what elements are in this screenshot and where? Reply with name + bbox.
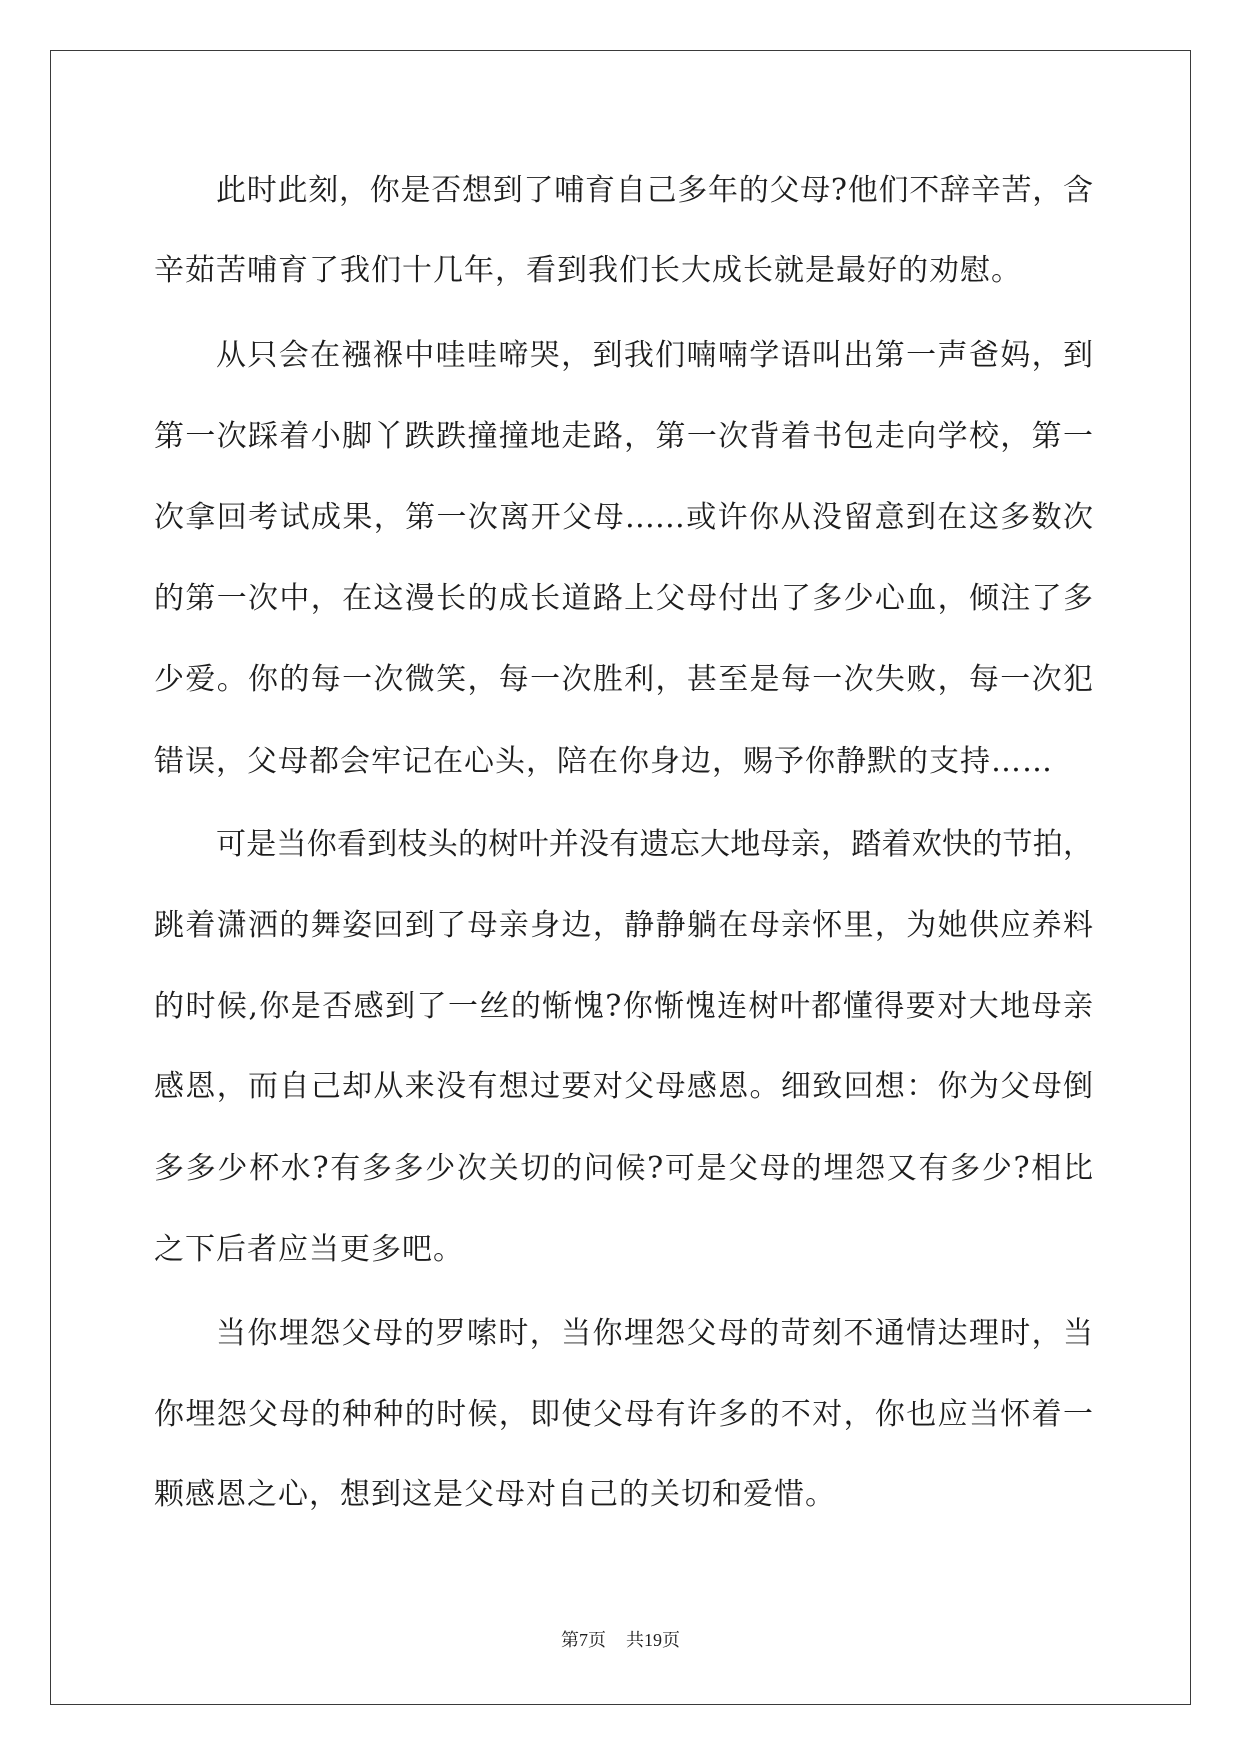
text-line: 少爱。你的每一次微笑，每一次胜利，甚至是每一次失败，每一次犯 (154, 662, 1093, 697)
text-line: 的第一次中，在这漫长的成长道路上父母付出了多少心血，倾注了多 (154, 581, 1093, 616)
text-line: 此时此刻，你是否想到了哺育自己多年的父母?他们不辞辛苦，含 (216, 173, 1093, 208)
page-border (50, 50, 1191, 1705)
text-line: 你埋怨父母的种种的时候，即使父母有许多的不对，你也应当怀着一 (154, 1397, 1093, 1432)
text-line: 的时候,你是否感到了一丝的惭愧?你惭愧连树叶都懂得要对大地母亲 (154, 989, 1093, 1024)
text-line: 错误，父母都会牢记在心头，陪在你身边，赐予你静默的支持…… (154, 744, 1053, 779)
page-footer (0, 1628, 1241, 1652)
text-line: 之下后者应当更多吧。 (154, 1232, 464, 1267)
text-line: 第一次踩着小脚丫跌跌撞撞地走路，第一次背着书包走向学校，第一 (154, 419, 1093, 454)
text-line: 颗感恩之心，想到这是父母对自己的关切和爱惜。 (154, 1477, 836, 1512)
text-line: 多多少杯水?有多多少次关切的问候?可是父母的埋怨又有多少?相比 (154, 1151, 1093, 1186)
text-line: 次拿回考试成果，第一次离开父母……或许你从没留意到在这多数次 (154, 500, 1093, 535)
text-line: 辛茹苦哺育了我们十几年，看到我们长大成长就是最好的劝慰。 (154, 253, 1022, 288)
current-page-number: 第7页 (561, 1630, 606, 1650)
text-line: 当你埋怨父母的罗嗦时，当你埋怨父母的苛刻不通情达理时，当 (216, 1316, 1093, 1351)
text-line: 感恩，而自己却从来没有想过要对父母感恩。细致回想：你为父母倒 (154, 1069, 1093, 1104)
text-line: 跳着潇洒的舞姿回到了母亲身边，静静躺在母亲怀里，为她供应养料 (154, 908, 1093, 943)
text-line: 从只会在襁褓中哇哇啼哭，到我们喃喃学语叫出第一声爸妈，到 (216, 338, 1093, 373)
total-page-count: 共19页 (626, 1630, 680, 1650)
text-line: 可是当你看到枝头的树叶并没有遗忘大地母亲，踏着欢快的节拍， (216, 827, 1093, 862)
